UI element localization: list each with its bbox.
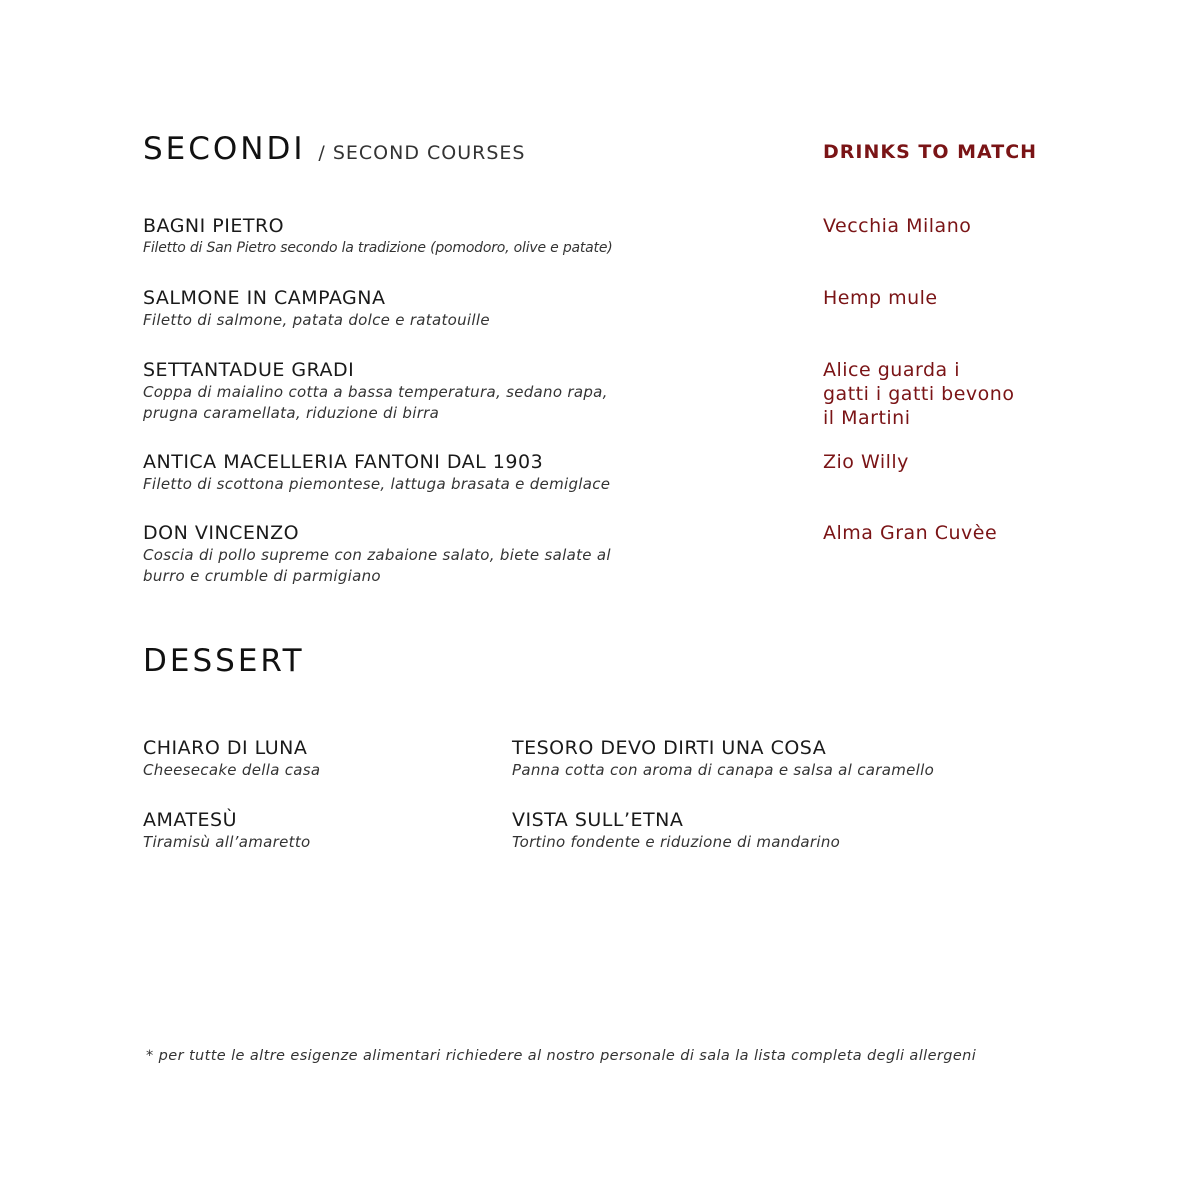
dish-name: BAGNI PIETRO bbox=[143, 215, 285, 237]
dish-name: SETTANTADUE GRADI bbox=[143, 359, 355, 381]
dish-description: Coppa di maialino cotta a bassa temperatura, sedano rapa, prugna caramellata, riduzione di birra bbox=[143, 383, 608, 422]
dish-description: Filetto di scottona piemontese, lattuga brasata e demiglace bbox=[143, 475, 611, 493]
dish-name: SALMONE IN CAMPAGNA bbox=[143, 287, 386, 309]
dessert-name: VISTA SULL’ETNA bbox=[512, 809, 684, 831]
drink-pairing: Vecchia Milano bbox=[823, 215, 972, 237]
dessert-name: TESORO DEVO DIRTI UNA COSA bbox=[512, 737, 827, 759]
dessert-item bbox=[143, 736, 493, 781]
allergen-footnote: * per tutte le altre esigenze alimentari richiedere al nostro personale di sala la lista completa degli allergeni bbox=[146, 1048, 977, 1064]
dish-name: ANTICA MACELLERIA FANTONI DAL 1903 bbox=[143, 451, 544, 473]
dish-item bbox=[143, 214, 703, 259]
dessert-item bbox=[512, 736, 982, 781]
dish-item bbox=[143, 521, 703, 587]
dessert-description: Tiramisù all’amaretto bbox=[143, 833, 311, 851]
dessert-name: AMATESÙ bbox=[143, 809, 237, 831]
dish-description: Filetto di salmone, patata dolce e ratatouille bbox=[143, 311, 490, 329]
drink-pairing: Zio Willy bbox=[823, 451, 909, 473]
secondi-heading bbox=[143, 131, 525, 167]
dessert-description: Cheesecake della casa bbox=[143, 761, 321, 779]
drink-pairing: Alma Gran Cuvèe bbox=[823, 522, 998, 544]
dish-item bbox=[143, 286, 703, 331]
dish-name: DON VINCENZO bbox=[143, 522, 300, 544]
dish-description: Coscia di pollo supreme con zabaione salato, biete salate al burro e crumble di parmigiano bbox=[143, 546, 611, 585]
dish-description: Filetto di San Pietro secondo la tradizione (pomodoro, olive e patate) bbox=[143, 240, 613, 256]
dessert-description: Panna cotta con aroma di canapa e salsa al caramello bbox=[512, 761, 935, 779]
drink-pairing: Alice guarda i gatti i gatti bevono il Martini bbox=[823, 359, 1015, 429]
secondi-title: SECONDI bbox=[143, 131, 306, 167]
dessert-item bbox=[512, 808, 982, 853]
dessert-item bbox=[143, 808, 493, 853]
drink-pairing: Hemp mule bbox=[823, 287, 938, 309]
drinks-to-match-heading: DRINKS TO MATCH bbox=[823, 141, 1038, 163]
dessert-description: Tortino fondente e riduzione di mandarino bbox=[512, 833, 841, 851]
dessert-heading: DESSERT bbox=[143, 643, 305, 679]
dish-item bbox=[143, 358, 703, 424]
dessert-name: CHIARO DI LUNA bbox=[143, 737, 308, 759]
dish-item bbox=[143, 450, 703, 495]
secondi-subtitle: / SECOND COURSES bbox=[318, 142, 526, 164]
